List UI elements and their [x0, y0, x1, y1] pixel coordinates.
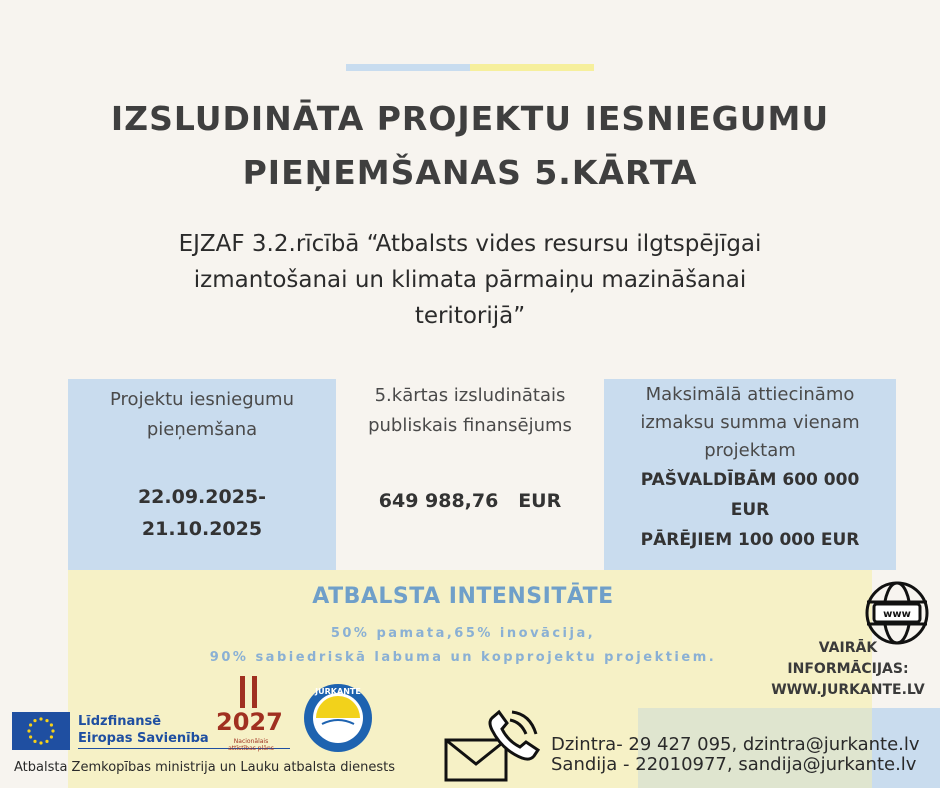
max-label-line-3: projektam — [704, 440, 796, 461]
subtitle-line-2: izmantošanai un klimata pārmaiņu mazināšanai — [193, 267, 747, 293]
funding-label-line-2: publiskais finansējums — [368, 415, 572, 436]
funding-amount: 649 988,76 EUR — [378, 490, 562, 512]
subtitle-line-3: teritorijā” — [414, 303, 526, 329]
title-line-1: IZSLUDINĀTA PROJEKTU IESNIEGUMU — [110, 99, 830, 138]
subtitle-line-1: EJZAF 3.2.rīcībā “Atbalsts vides resursu ilgtspējīgai — [178, 231, 762, 257]
globe-www-icon[interactable] — [862, 580, 932, 646]
max-value-municipal: PAŠVALDĪBĀM 600 000 — [640, 470, 860, 490]
eu-text-line-1: Līdzfinansē — [78, 714, 162, 729]
nap-text-line-2: attīstības plāns — [228, 745, 274, 752]
more-info — [760, 638, 936, 701]
max-label-line-2: izmaksu summa vienam — [640, 412, 860, 433]
funding-box — [336, 379, 604, 570]
support-text: Atbalsta Zemkopības ministrija un Lauku atbalsta dienests — [14, 760, 395, 775]
reception-label — [68, 385, 336, 445]
reception-period-box — [68, 379, 336, 570]
reception-label-line-2: pieņemšana — [146, 419, 258, 440]
more-info-line-2: INFORMĀCIJAS: — [787, 661, 909, 677]
www-icon-text: www — [883, 609, 911, 620]
envelope-phone-icon — [444, 704, 548, 784]
nap-logo-icon — [234, 676, 264, 708]
jurkante-logo-text: JURKANTE — [315, 687, 361, 696]
contact-sandija[interactable]: Sandija - 22010977, sandija@jurkante.lv — [551, 754, 917, 775]
reception-date-start: 22.09.2025- — [137, 486, 267, 508]
intensity-line-2: 90% sabiedriskā labuma un kopprojektu projektiem. — [209, 650, 717, 665]
more-info-website[interactable]: WWW.JURKANTE.LV — [771, 682, 925, 698]
page-title — [60, 92, 880, 200]
reception-dates — [68, 481, 336, 545]
max-cost-values — [604, 465, 896, 555]
eu-text-line-2: Eiropas Savienība — [78, 731, 209, 746]
subtitle — [80, 226, 860, 334]
max-label-line-1: Maksimālā attiecināmo — [645, 384, 855, 405]
funding-label — [336, 381, 604, 441]
title-line-2: PIEŅEMŠANAS 5.KĀRTA — [242, 153, 698, 192]
intensity-title: ATBALSTA INTENSITĀTE — [312, 584, 614, 609]
jurkante-logo — [300, 682, 376, 754]
more-info-line-1: VAIRĀK — [818, 640, 878, 656]
decor-bar-yellow — [470, 64, 594, 71]
max-value-municipal-currency: EUR — [730, 500, 770, 520]
max-value-others: PĀRĒJIEM 100 000 EUR — [640, 530, 860, 550]
reception-label-line-1: Projektu iesniegumu — [110, 389, 294, 410]
funding-label-line-1: 5.kārtas izsludinātais — [374, 385, 566, 406]
contact-dzintra[interactable]: Dzintra- 29 427 095, dzintra@jurkante.lv — [551, 734, 920, 755]
nap-text-line-1: Nacionālais — [233, 738, 269, 745]
intensity-line-1: 50% pamata,65% inovācija, — [330, 626, 596, 641]
reception-date-end: 21.10.2025 — [141, 518, 263, 540]
nap-text — [220, 738, 282, 752]
eu-flag-icon — [12, 712, 70, 750]
max-cost-label — [604, 381, 896, 465]
max-cost-box — [604, 379, 896, 570]
decor-bar-blue — [346, 64, 470, 71]
nap-year: 2027 — [216, 708, 283, 736]
eu-cofinance-text — [78, 713, 209, 747]
